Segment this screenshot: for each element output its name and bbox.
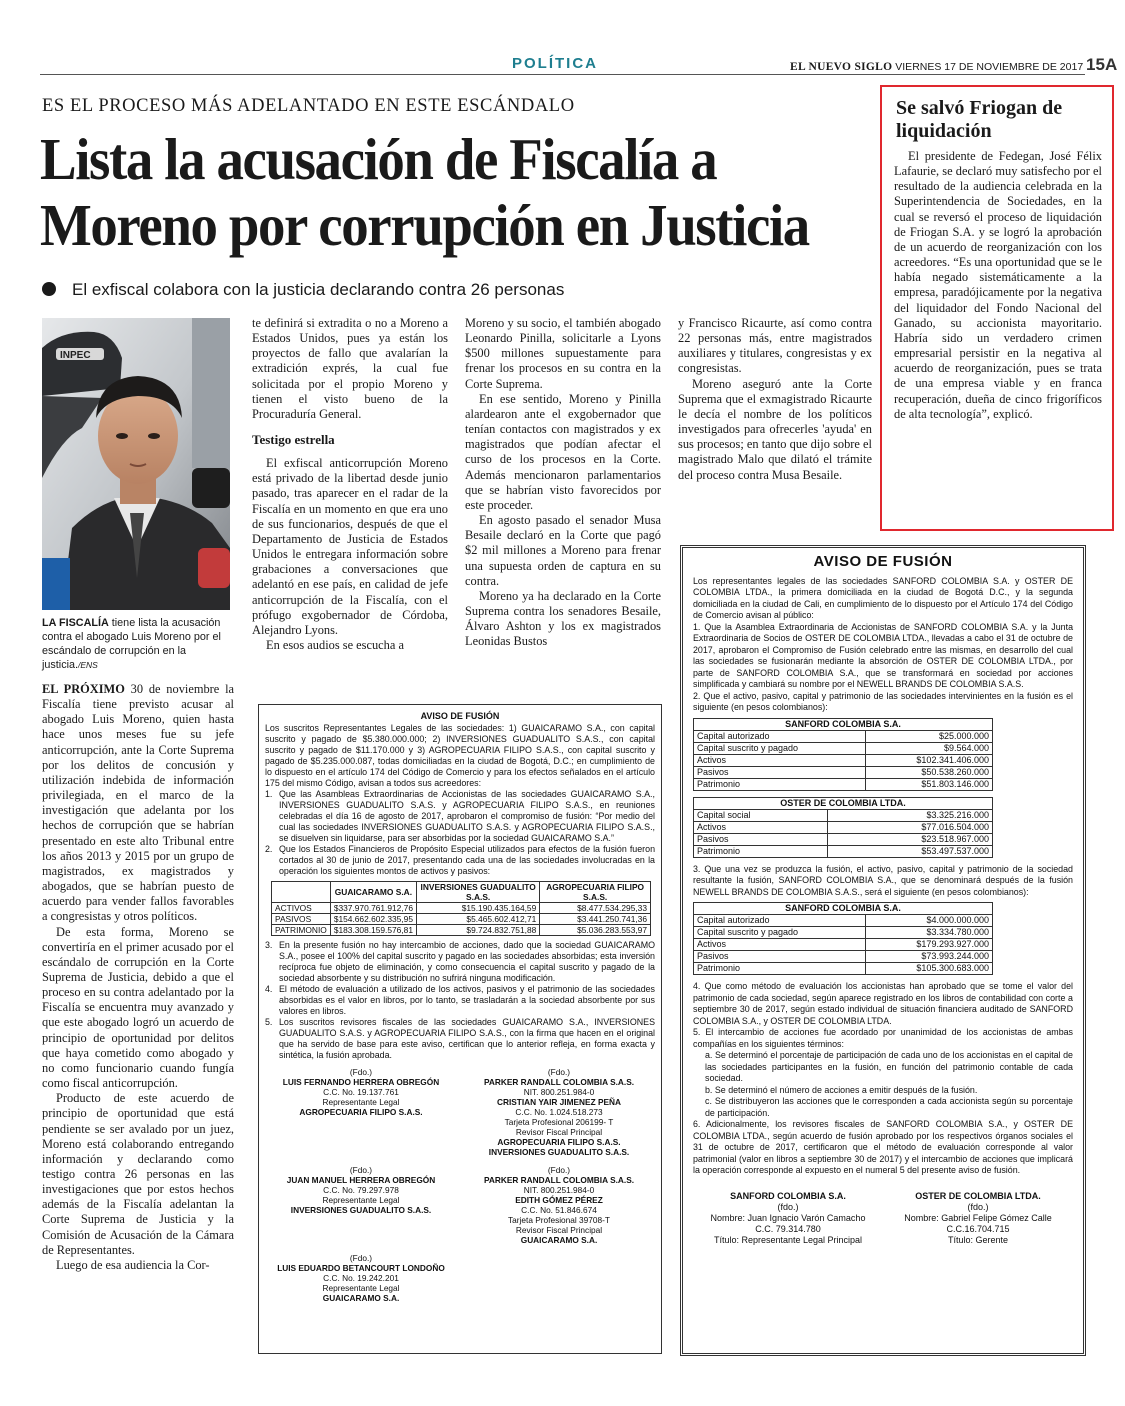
table-title: SANFORD COLOMBIA S.A. bbox=[694, 718, 993, 730]
notice-item bbox=[265, 984, 655, 1017]
signature-line: Revisor Fiscal Principal bbox=[515, 1225, 603, 1235]
result-table bbox=[693, 902, 993, 975]
signature-line: C.C. No. 51.846.674 bbox=[521, 1205, 597, 1215]
table-cell: $51.803.146.000 bbox=[866, 778, 993, 790]
signature bbox=[463, 1165, 655, 1245]
table-row bbox=[694, 809, 993, 821]
sidebar-text: El presidente de Fedegan, José Félix Lafaurie, se declaró muy satisfecho por el resultado de la audiencia celebrada en la Superintendencia de Sociedades, en la cual se reversó el proceso de liquidación de Friogan S.A. y se logró la aprobación de un acuerdo de reorganización con los acreedores. “Es una oportunidad que se le había negado sistemáticamente a la empresa, paradójicamente por la negativa del liquidador del Fondo Nacional del Ganado, su accionista mayoritario. Habría sido un verdadero crimen empresarial persistir en la negativa al acuerdo de reorganización, pues se trata de una empresa viable y en franca recuperación, dueña de cinco frigoríficos de alta tecnología”, explicó. bbox=[894, 149, 1102, 421]
notice-item bbox=[265, 940, 655, 984]
notice-item: 4. Que como método de evaluación los accionistas han aprobado que se tome el valor del patrimonio de cada sociedad, según aparece registrado en los libros de contabilidad con corte a septiembre 30 de 2017, según estado individual de situación financiera auditado de SANFORD COLOMBIA S.A., y OSTER DE COLOMBIA LTDA. bbox=[693, 981, 1073, 1026]
paragraph: te definirá si extradita o no a Moreno a Estados Unidos, pues ya están los proyectos de fallo que avalarían la extradición exprés, la cual fue solicitada por el propio Moreno y tienen el visto bueno de la Procuraduría General. bbox=[252, 316, 448, 421]
table-cell: Patrimonio bbox=[694, 963, 866, 975]
table-cell: $3.334.780.000 bbox=[866, 927, 993, 939]
bullet-icon bbox=[42, 282, 56, 296]
table-cell: $183.308.159.576,81 bbox=[330, 925, 416, 936]
signature-line: AGROPECUARIA FILIPO S.A.S. bbox=[299, 1107, 423, 1117]
table-cell: $3.441.250.741,36 bbox=[540, 914, 651, 925]
notice-item bbox=[265, 789, 655, 844]
table-cell: Pasivos bbox=[694, 951, 866, 963]
table-cell: Patrimonio bbox=[694, 778, 866, 790]
table-cell: $4.000.000.000 bbox=[866, 915, 993, 927]
table-cell: $179.293.927.000 bbox=[866, 939, 993, 951]
table-cell: Pasivos bbox=[694, 833, 828, 845]
table-cell: $337.970.761.912,76 bbox=[330, 903, 416, 914]
table-row bbox=[694, 845, 993, 857]
subtitle-text: El exfiscal colabora con la justicia declarando contra 26 personas bbox=[72, 280, 565, 299]
header-rule bbox=[40, 74, 1085, 75]
table-header: GUAICARAMO S.A. bbox=[330, 882, 416, 903]
paragraph: Moreno ya ha declarado en la Corte Suprema contra los senadores Besaile, Álvaro Ashton y los ex magistrados Leonidas Bustos bbox=[465, 588, 661, 649]
article-headline: Lista la acusación de Fiscalía a Moreno por corrupción en Justicia bbox=[40, 126, 809, 258]
item-text: En la presente fusión no hay intercambio de acciones, dado que la sociedad GUAICARAMO S.A., posee el 100% del capital suscrito y pagado en las sociedades absorbidas; esta inversión recíproca fue objeto de eliminación, y como consecuencia el capital suscrito y pagado de la sociedad absorbente y su distribución no sufrirá ninguna modificación. bbox=[279, 940, 655, 983]
paragraph: El exfiscal anticorrupción Moreno está privado de la libertad desde junio pasado, tras aparecer en el radar de la Fiscalía en un momento en que era uno de sus funcionarios, después de que el Departamento de Justicia de Estados Unidos le entregara información sobre grabaciones a conversaciones que adelantó en ese país, en calidad de jefe anticorrupción de la Fiscalía, con el prófugo exgobernador de Córdoba, Alejandro Lyons. bbox=[252, 456, 448, 637]
notice-subitem: c. Se distribuyeron las acciones que le corresponden a cada accionista según su porcentaje de participación. bbox=[705, 1096, 1073, 1118]
signature-line: GUAICARAMO S.A. bbox=[520, 1235, 598, 1245]
table-row bbox=[694, 951, 993, 963]
caption-credit: /ENS bbox=[78, 660, 98, 670]
notice-item bbox=[265, 1017, 655, 1061]
signature bbox=[265, 1165, 457, 1245]
paragraph: Moreno y su socio, el también abogado Leonardo Pinilla, solicitarle a Lyons $500 millones supuestamente para frenar los procesos en su contra en la Corte Suprema. bbox=[465, 316, 661, 391]
signature-line: GUAICARAMO S.A. bbox=[322, 1293, 400, 1303]
item-text: Que las Asambleas Extraordinarias de Accionistas de las sociedades GUAICARAMO S.A., INVERSIONES GUADUALITO S.A.S. y AGROPECUARIA FILIPO S.A.S., en reuniones celebradas el día 16 de agosto de 2017, aprobaron el compromiso de fusión: “Por medio del cual las sociedades INVERSIONES GUADUALITO S.A.S. y AGROPECUARIA FILIPO S.A.S., se disuelven sin liquidarse, para ser absorbidas por la sociedad GUAICARAMO S.A.” bbox=[279, 789, 655, 843]
notice-title: AVISO DE FUSIÓN bbox=[420, 711, 500, 721]
notice-intro: Los representantes legales de las sociedades SANFORD COLOMBIA S.A. y OSTER DE COLOMBIA LTDA., la primera domiciliada en la ciudad de Bogotá D.C., y la segunda domiciliada en la ciudad de Cali, en cumplimiento de lo dispuesto por el Artículo 174 del Código de Comercio avisan al público: bbox=[693, 575, 1073, 620]
notice-items-cont bbox=[265, 940, 655, 1061]
paragraph: y Francisco Ricaurte, así como contra 22 personas más, entre magistrados auxiliares y titulares, congresistas y ex congresistas. bbox=[678, 316, 872, 376]
article-kicker: ES EL PROCESO MÁS ADELANTADO EN ESTE ESCÁNDALO bbox=[42, 96, 575, 116]
table-title: SANFORD COLOMBIA S.A. bbox=[694, 903, 993, 915]
table-cell: $105.300.683.000 bbox=[866, 963, 993, 975]
caption-text: tiene lista la acusación contra el abogado Luis Moreno por el escándalo de corrupción en la justicia. bbox=[42, 617, 221, 671]
paragraph: Producto de este acuerdo de principio de oportunidad que está pendiente se ser avalado por un juez, Moreno está colaborando entregando información y declarando como testigo contra 26 personas en las investigaciones que por estos hechos además de la Fiscalía adelantan la Corte Suprema de Justicia y la Comisión de Acusación de la Cámara de Representantes. bbox=[42, 1091, 234, 1257]
section-subhead: Testigo estrella bbox=[252, 432, 335, 448]
signature-line: Representante Legal bbox=[322, 1195, 400, 1205]
signature-line: AGROPECUARIA FILIPO S.A.S. bbox=[497, 1137, 621, 1147]
signature-line: (Fdo.) bbox=[349, 1165, 373, 1175]
signature bbox=[463, 1067, 655, 1157]
notice-item: 2. Que el activo, pasivo, capital y patrimonio de las sociedades intervinientes en la fusión es el siguiente (en pesos colombianos): bbox=[693, 690, 1073, 712]
table-row bbox=[694, 915, 993, 927]
table-cell: Pasivos bbox=[694, 766, 866, 778]
table-row bbox=[272, 914, 651, 925]
notice-item: 1. Que la Asamblea Extraordinaria de Accionistas de SANFORD COLOMBIA S.A. y la Junta Extraordinaria de Socios de OSTER DE COLOMBIA LTDA., llevadas a cabo el 31 de octubre de 2017, aprobaron el Compromiso de Fusión celebrado entre las mismas, en desarrollo del cual las sociedades se fusionarán mediante la absorción de OSTER DE COLOMBIA LTDA., por parte de SANFORD COLOMBIA S.A., que se transformará en sociedad por acciones simplificada y cambiará su nombre por el NEWELL BRANDS DE COLOMBIA S.A.S. bbox=[693, 621, 1073, 689]
table-row bbox=[694, 939, 993, 951]
photo-badge-text: INPEC bbox=[60, 350, 91, 361]
signature-line: INVERSIONES GUADUALITO S.A.S. bbox=[488, 1147, 630, 1157]
table-header bbox=[272, 882, 331, 903]
paragraph: EL PRÓXIMO 30 de noviembre la Fiscalía tiene previsto acusar al abogado Luis Moreno, quien hasta hace unos meses fue su jefe anticorrupción, ante la Corte Suprema por los delitos de concusión y utilización indebida de información privilegiada, en el marco de la investigación que adelanta por los hechos de corrupción que se habrían presentado en este alto Tribunal entre los años 2013 y 2015 por un grupo de magistrados, ex magistrados y abogados, que se habrían puesto de acuerdo para vender fallos favorables a congresistas y otros políticos. bbox=[42, 682, 235, 924]
table-row bbox=[272, 903, 651, 914]
signature-line: LUIS EDUARDO BETANCOURT LONDOÑO bbox=[277, 1263, 445, 1273]
sidebar-title: Se salvó Friogan de liquidación bbox=[896, 97, 1063, 142]
table-header: INVERSIONES GUADUALITO S.A.S. bbox=[417, 882, 540, 903]
oster-table bbox=[693, 797, 993, 858]
notice-item bbox=[265, 844, 655, 877]
section-label: POLÍTICA bbox=[512, 55, 598, 72]
signature-line: C.C. No. 19.242.201 bbox=[323, 1273, 399, 1283]
signature-line: (Fdo.) bbox=[349, 1253, 373, 1263]
signature bbox=[265, 1067, 457, 1157]
signature-line: LUIS FERNANDO HERRERA OBREGÓN bbox=[282, 1077, 440, 1087]
paragraph: Moreno aseguró ante la Corte Suprema que el exmagistrado Ricaurte le decía el nombre de los políticos investigados para ofrecerles 'ayuda' en sus procesos; en tanto que dijo sobre el magistrado Malo que dilató el trámite del proceso contra Musa Besaile. bbox=[678, 376, 872, 482]
item-number: 2. bbox=[265, 844, 273, 854]
caption-lead: LA FISCALÍA bbox=[42, 617, 109, 629]
table-cell: Capital suscrito y pagado bbox=[694, 927, 866, 939]
notice-subitem: a. Se determinó el porcentaje de participación de cada uno de los accionistas en el capital de las sociedades participantes en la fusión, en función del patrimonio contable de cada sociedad. bbox=[705, 1050, 1073, 1083]
notice-subitem: b. Se determinó el número de acciones a emitir después de la fusión. bbox=[705, 1084, 978, 1095]
signature-line: Revisor Fiscal Principal bbox=[515, 1127, 603, 1137]
table-cell: $5.036.283.553,97 bbox=[540, 925, 651, 936]
newspaper-name: EL NUEVO SIGLO bbox=[790, 61, 893, 73]
notice-item: 6. Adicionalmente, los revisores fiscales de SANFORD COLOMBIA S.A., y OSTER DE COLOMBIA LTDA., según acuerdo de fusión aprobado por los respectivos órganos sociales el 31 de octubre de 2017, certificaron que el método de evaluación corresponde al valor patrimonial (valor en libros a septiembre 30 de 2017) y el intercambio de acciones que implicará la operación corresponde al expuesto en el numeral 5 del presente aviso de fusión. bbox=[693, 1119, 1073, 1175]
table-cell: Activos bbox=[694, 821, 828, 833]
article-column-2 bbox=[252, 316, 448, 653]
table-row bbox=[694, 742, 993, 754]
notice-items bbox=[265, 789, 655, 877]
signature-line: Representante Legal bbox=[322, 1097, 400, 1107]
item-number: 4. bbox=[265, 984, 273, 994]
legal-notice-sanford bbox=[680, 545, 1086, 1356]
table-cell: $102.341.406.000 bbox=[866, 754, 993, 766]
table-header: AGROPECUARIA FILIPO S.A.S. bbox=[540, 882, 651, 903]
photo-caption bbox=[42, 616, 232, 672]
article-photo bbox=[42, 318, 230, 610]
table-cell: $5.465.602.412,71 bbox=[417, 914, 540, 925]
table-cell: ACTIVOS bbox=[272, 903, 331, 914]
signature-line: PARKER RANDALL COLOMBIA S.A.S. bbox=[483, 1175, 635, 1185]
table-row bbox=[694, 766, 993, 778]
table-row bbox=[694, 821, 993, 833]
signature-line: Representante Legal bbox=[322, 1283, 400, 1293]
signature-line: JUAN MANUEL HERRERA OBREGÓN bbox=[286, 1175, 436, 1185]
signature-block bbox=[265, 1067, 655, 1311]
article-column-1 bbox=[42, 682, 234, 1273]
paragraph: En agosto pasado el senador Musa Besaile declaró en la Corte que pagó $2 mil millones a Moreno para frenar una supuesta orden de captura en su contra. bbox=[465, 513, 661, 588]
photo-illustration bbox=[42, 318, 230, 610]
article-column-4 bbox=[678, 316, 872, 483]
page-number: 15A bbox=[1086, 55, 1118, 74]
issue-date: VIERNES 17 DE NOVIEMBRE DE 2017 bbox=[895, 61, 1084, 73]
legal-notice-guaicaramo bbox=[258, 704, 662, 1354]
signature-line: NIT. 800.251.984-0 bbox=[523, 1185, 595, 1195]
item-text: Que los Estados Financieros de Propósito Especial utilizados para efectos de la fusión fueron cortados al 30 de junio de 2017, presentando cada una de las sociedades involucradas en la operación los siguientes montos de activos y pasivos: bbox=[279, 844, 655, 876]
table-cell: $9.564.000 bbox=[866, 742, 993, 754]
notice-title: AVISO DE FUSIÓN bbox=[813, 553, 953, 570]
paragraph: Luego de esa audiencia la Cor- bbox=[56, 1257, 210, 1272]
signature-left: SANFORD COLOMBIA S.A. (fdo.) Nombre: Juan Ignacio Varón Camacho C.C. 79.314.780 Título: Representante Legal Principal bbox=[710, 1190, 866, 1245]
table-row bbox=[694, 730, 993, 742]
lead-in: EL PRÓXIMO bbox=[42, 682, 125, 696]
table-row bbox=[694, 927, 993, 939]
item-number: 5. bbox=[265, 1017, 273, 1027]
table-cell: Capital autorizado bbox=[694, 915, 866, 927]
notice-intro: Los suscritos Representantes Legales de las sociedades: 1) GUAICARAMO S.A., con capital suscrito y pagado de $5.380.000.000; 2) INVERSIONES GUADUALITO S.A.S., con capital suscrito y pagado de $11.170.000 y 3) AGROPECUARIA FILIPO S.A.S., con capital suscrito y pagado de $5.235.000.087, todas domiciliadas en la ciudad de Bogotá, D.C.; en cumplimiento de lo dispuesto en el artículo 174 del Código de Comercio y para los efectos señalados en el artículo 175 del mismo Código, avisan a todos sus acreedores: bbox=[265, 723, 655, 788]
table-row bbox=[694, 754, 993, 766]
table-title-row bbox=[694, 797, 993, 809]
paragraph: En ese sentido, Moreno y Pinilla alardearon ante el exgobernador que tenían contactos con magistrados y ex magistrados que podían afectar el curso de los procesos en la Corte. Además mencionaron parlamentarios que se habrían visto favorecidos por este proceder. bbox=[465, 391, 661, 512]
table-cell: Capital social bbox=[694, 809, 828, 821]
notice-item: 3. Que una vez se produzca la fusión, el activo, pasivo, capital y patrimonio de la sociedad resultante la fusión, SANFORD COLOMBIA S.A., que se denominará después de la fusión NEWELL BRANDS DE COLOMBIA S.A.S., será el siguiente (en pesos colombianos): bbox=[693, 863, 1073, 897]
signature-line: Tarjeta Profesional 206199- T bbox=[504, 1117, 614, 1127]
signature-line: C.C. No. 1.024.518.273 bbox=[515, 1107, 603, 1117]
table-row bbox=[272, 925, 651, 936]
item-number: 1. bbox=[265, 789, 273, 799]
signature-line: (Fdo.) bbox=[547, 1067, 571, 1077]
table-cell: PATRIMONIO bbox=[272, 925, 331, 936]
masthead bbox=[790, 55, 1117, 75]
table-cell: Activos bbox=[694, 754, 866, 766]
sidebar-box bbox=[880, 85, 1114, 531]
signature-right: OSTER DE COLOMBIA LTDA. (fdo.) Nombre: Gabriel Felipe Gómez Calle C.C.16.704.715 Título: Gerente bbox=[904, 1190, 1052, 1245]
signature-line: (Fdo.) bbox=[349, 1067, 373, 1077]
signature-line: EDITH GÓMEZ PÉREZ bbox=[515, 1195, 603, 1205]
table-cell: $9.724.832.751,88 bbox=[417, 925, 540, 936]
table-cell: $53.497.537.000 bbox=[827, 845, 992, 857]
item-text: El método de evaluación a utilizado de los activos, pasivos y el patrimonio de las sociedades absorbidas es el valor en libros, por lo tanto, se trasladarán a la sociedad absorbente por sus valores en libros. bbox=[279, 984, 655, 1016]
table-title-row bbox=[694, 718, 993, 730]
signature-line: (Fdo.) bbox=[547, 1165, 571, 1175]
signature bbox=[265, 1253, 457, 1303]
table-cell: $25.000.000 bbox=[866, 730, 993, 742]
table-cell: $77.016.504.000 bbox=[827, 821, 992, 833]
table-cell: $15.190.435.164,59 bbox=[417, 903, 540, 914]
table-cell: Patrimonio bbox=[694, 845, 828, 857]
notice-item: 5. El intercambio de acciones fue acordado por unanimidad de los accionistas de ambas compañías en los siguientes términos: bbox=[693, 1027, 1073, 1049]
sanford-table bbox=[693, 718, 993, 791]
item-number: 3. bbox=[265, 940, 273, 950]
item-text: Los suscritos revisores fiscales de las sociedades GUAICARAMO S.A., INVERSIONES GUADUALITO S.A.S. y AGROPECUARIA FILIPO S.A.S., con la firma que hacen en el original que ha servido de base para este aviso, certifican que lo anterior refleja, en forma exacta y sintética, la fusión aprobada. bbox=[279, 1017, 655, 1060]
signature-line: CRISTIAN YAIR JIMENEZ PEÑA bbox=[496, 1097, 621, 1107]
table-row bbox=[694, 963, 993, 975]
table-cell: $3.325.216.000 bbox=[827, 809, 992, 821]
table-cell: $154.662.602.335,95 bbox=[330, 914, 416, 925]
table-cell: $23.518.967.000 bbox=[827, 833, 992, 845]
table-cell: $73.993.244.000 bbox=[866, 951, 993, 963]
financial-table bbox=[271, 881, 651, 936]
signature-line: PARKER RANDALL COLOMBIA S.A.S. bbox=[483, 1077, 635, 1087]
signature-line: C.C. No. 79.297.978 bbox=[323, 1185, 399, 1195]
table-cell: $50.538.260.000 bbox=[866, 766, 993, 778]
table-cell: $8.477.534.295,33 bbox=[540, 903, 651, 914]
table-row bbox=[694, 778, 993, 790]
table-title-row bbox=[694, 903, 993, 915]
table-title: OSTER DE COLOMBIA LTDA. bbox=[694, 797, 993, 809]
table-cell: Capital suscrito y pagado bbox=[694, 742, 866, 754]
paragraph: De esta forma, Moreno se convertiría en el primer acusado por el escándalo de corrupción en la Corte Suprema de Justicia, debido a que el proceso en su contra adelantado por la Fiscalía se encuentra muy avanzado y que este abogado logró un acuerdo de principio de oportunidad por delitos que haya cometido como abogado y no como funcionario cuando fungía como fiscal anticorrupción. bbox=[42, 924, 234, 1091]
signature-line: C.C. No. 19.137.761 bbox=[323, 1087, 399, 1097]
article-column-3 bbox=[465, 316, 661, 649]
signature-line: NIT. 800.251.984-0 bbox=[523, 1087, 595, 1097]
table-row bbox=[694, 833, 993, 845]
table-cell: Activos bbox=[694, 939, 866, 951]
table-cell: PASIVOS bbox=[272, 914, 331, 925]
article-subtitle bbox=[42, 280, 564, 300]
table-cell: Capital autorizado bbox=[694, 730, 866, 742]
signature-block bbox=[693, 1191, 1073, 1246]
paragraph: En esos audios se escucha a bbox=[266, 637, 404, 652]
signature-line: INVERSIONES GUADUALITO S.A.S. bbox=[290, 1205, 432, 1215]
signature-line: Tarjeta Profesional 39708-T bbox=[508, 1215, 610, 1225]
